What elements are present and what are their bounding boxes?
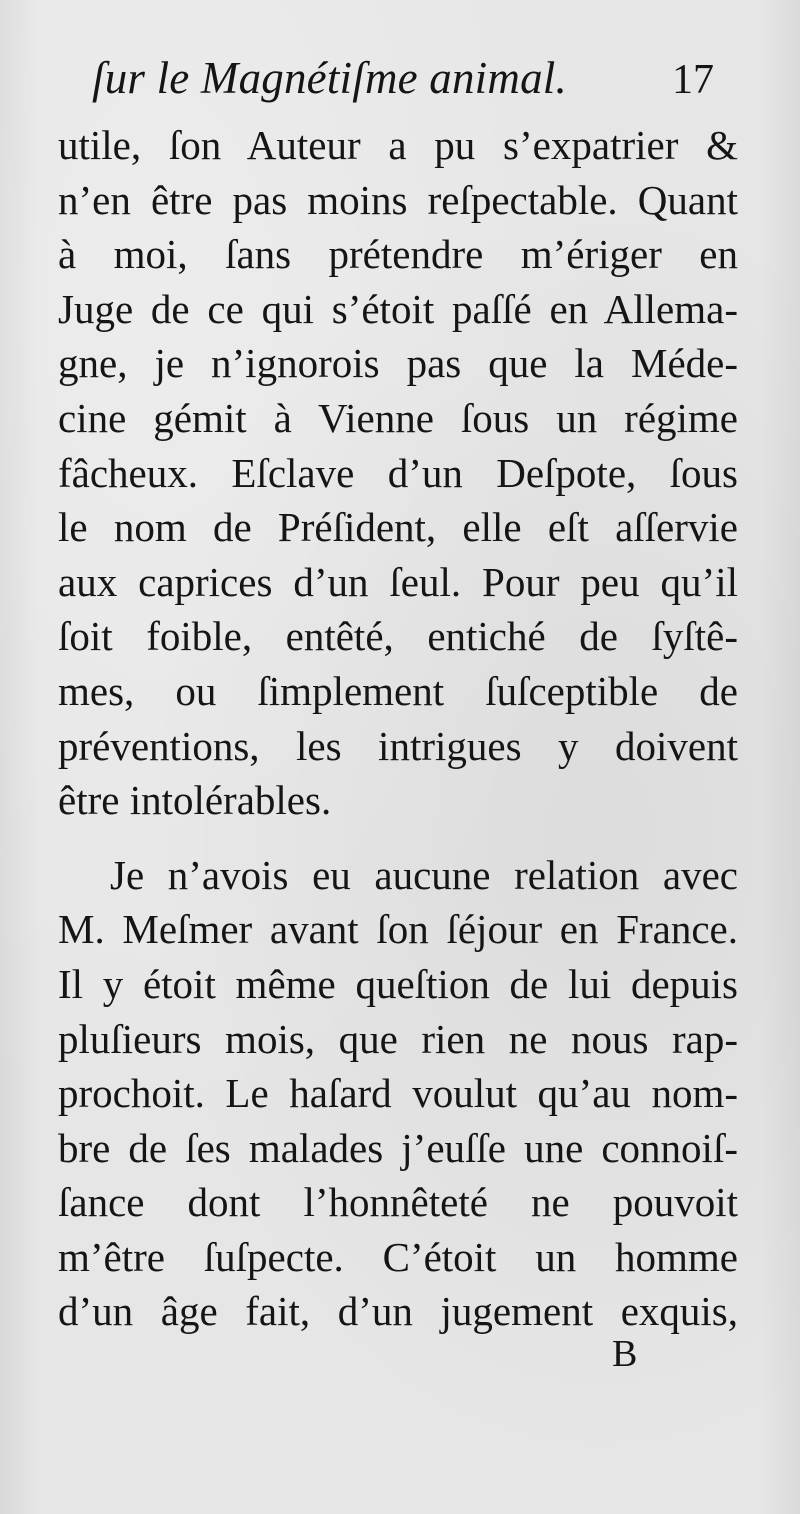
body-text	[58, 118, 738, 1339]
paragraph-gap	[58, 828, 738, 848]
text-line: d’un âge fait, d’un jugement exquis,	[58, 1288, 738, 1335]
text-line: pluſieurs mois, que rien ne nous rap-	[58, 1015, 738, 1062]
text-line: bre de ſes malades j’euſſe une connoiſ-	[58, 1124, 738, 1171]
text-line: ſance dont l’honnêteté ne pouvoit	[58, 1179, 738, 1226]
text-line: gne, je n’ignorois pas que la Méde-	[58, 340, 738, 387]
text-line: n’en être pas moins reſpectable. Quant	[58, 176, 738, 223]
page-number: 17	[672, 57, 714, 103]
text-line: être intolérables.	[58, 777, 332, 824]
signature-mark: B	[612, 1333, 638, 1375]
text-line: le nom de Préſident, elle eſt aſſervie	[58, 504, 738, 551]
page-header	[92, 52, 714, 114]
text-line: ſoit foible, entêté, entiché de ſyſtê-	[58, 613, 738, 660]
text-line: mes, ou ſimplement ſuſceptible de	[58, 667, 738, 714]
text-line: préventions, les intrigues y doivent	[58, 722, 738, 769]
text-line: prochoit. Le haſard voulut qu’au nom-	[58, 1070, 738, 1117]
text-line: Juge de ce qui s’étoit paſſé en Allema-	[58, 285, 738, 332]
text-line: aux caprices d’un ſeul. Pour peu qu’il	[58, 558, 738, 605]
paragraph-2	[58, 848, 738, 1339]
running-title: ſur le Magnétiſme animal.	[92, 53, 567, 103]
text-line: utile, ſon Auteur a pu s’expatrier &	[58, 122, 738, 168]
text-line: Il y étoit même queſtion de lui depuis	[58, 960, 738, 1007]
text-line: m’être ſuſpecte. C’étoit un homme	[58, 1233, 738, 1280]
text-line: Je n’avois eu aucune relation avec	[110, 851, 738, 898]
paragraph-1	[58, 118, 738, 828]
text-line: cine gémit à Vienne ſous un régime	[58, 394, 738, 441]
text-line: fâcheux. Eſclave d’un Deſpote, ſous	[58, 449, 738, 496]
text-line: M. Meſmer avant ſon ſéjour en France.	[58, 906, 738, 953]
text-line: à moi, ſans prétendre m’ériger en	[58, 231, 738, 278]
